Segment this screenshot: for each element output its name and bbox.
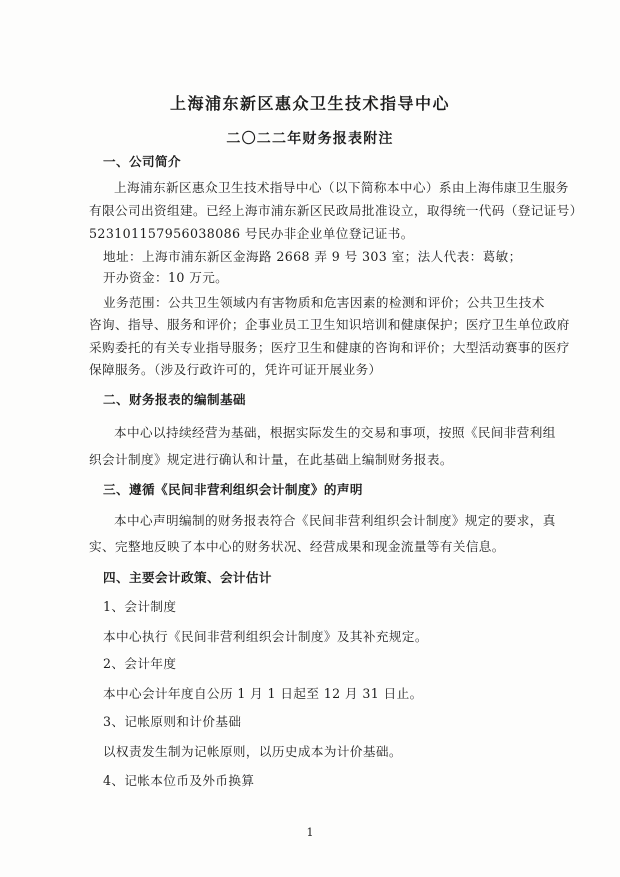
section-1-paragraph-line: 上海浦东新区惠众卫生技术指导中心（以下简称本中心）系由上海伟康卫生服务 — [114, 180, 569, 195]
section-2-paragraph-line: 本中心以持续经营为基础，根据实际发生的交易和事项，按照《民间非营利组 — [114, 425, 556, 440]
section-4-2-text: 本中心会计年度自公历 1 月 1 日起至 12 月 31 日止。 — [103, 686, 423, 701]
document-title: 上海浦东新区惠众卫生技术指导中心 — [169, 94, 450, 113]
section-1-scope-line: 采购委托的有关专业指导服务；医疗卫生和健康的咨询和评价；大型活动赛事的医疗 — [89, 340, 570, 355]
section-1-paragraph-line: 有限公司出资组建。已经上海市浦东新区民政局批准设立，取得统一代码（登记证号） — [89, 203, 583, 218]
section-1-address: 地址：上海市浦东新区金海路 2668 弄 9 号 303 室；法人代表：葛敏； — [103, 249, 522, 264]
section-3-paragraph-line: 本中心声明编制的财务报表符合《民间非营利组织会计制度》规定的要求，真 — [114, 513, 556, 528]
page-number: 1 — [306, 826, 314, 839]
section-2-paragraph-line: 织会计制度》规定进行确认和计量，在此基础上编制财务报表。 — [89, 452, 453, 467]
section-3-heading: 三、遵循《民间非营利组织会计制度》的声明 — [103, 482, 363, 497]
section-1-scope-line: 保障服务。（涉及行政许可的，凭许可证开展业务） — [89, 362, 382, 377]
section-4-1-heading: 1、会计制度 — [103, 599, 177, 614]
section-4-3-text: 以权责发生制为记帐原则，以历史成本为计价基础。 — [103, 744, 402, 759]
section-1-scope-line: 咨询、指导、服务和评价；企事业员工卫生知识培训和健康保护；医疗卫生单位政府 — [89, 317, 570, 332]
section-1-scope-line: 业务范围：公共卫生领域内有害物质和危害因素的检测和评价；公共卫生技术 — [103, 295, 545, 310]
document-subtitle: 二〇二二年财务报表附注 — [226, 131, 394, 147]
section-4-1-text: 本中心执行《民间非营利组织会计制度》及其补充规定。 — [103, 629, 428, 644]
section-4-2-heading: 2、会计年度 — [103, 656, 177, 671]
section-1-paragraph-line: 52310115795603808​6 号民办非企业单位登记证书。 — [89, 226, 414, 241]
section-1-capital: 开办资金：10 万元。 — [103, 270, 229, 285]
section-4-3-heading: 3、记帐原则和计价基础 — [103, 714, 242, 729]
section-1-heading: 一、公司简介 — [103, 154, 181, 169]
section-2-heading: 二、财务报表的编制基础 — [103, 392, 246, 407]
section-3-paragraph-line: 实、完整地反映了本中心的财务状况、经营成果和现金流量等有关信息。 — [89, 539, 505, 554]
section-4-4-heading: 4、记帐本位币及外币换算 — [103, 773, 255, 788]
section-4-heading: 四、主要会计政策、会计估计 — [103, 570, 272, 585]
